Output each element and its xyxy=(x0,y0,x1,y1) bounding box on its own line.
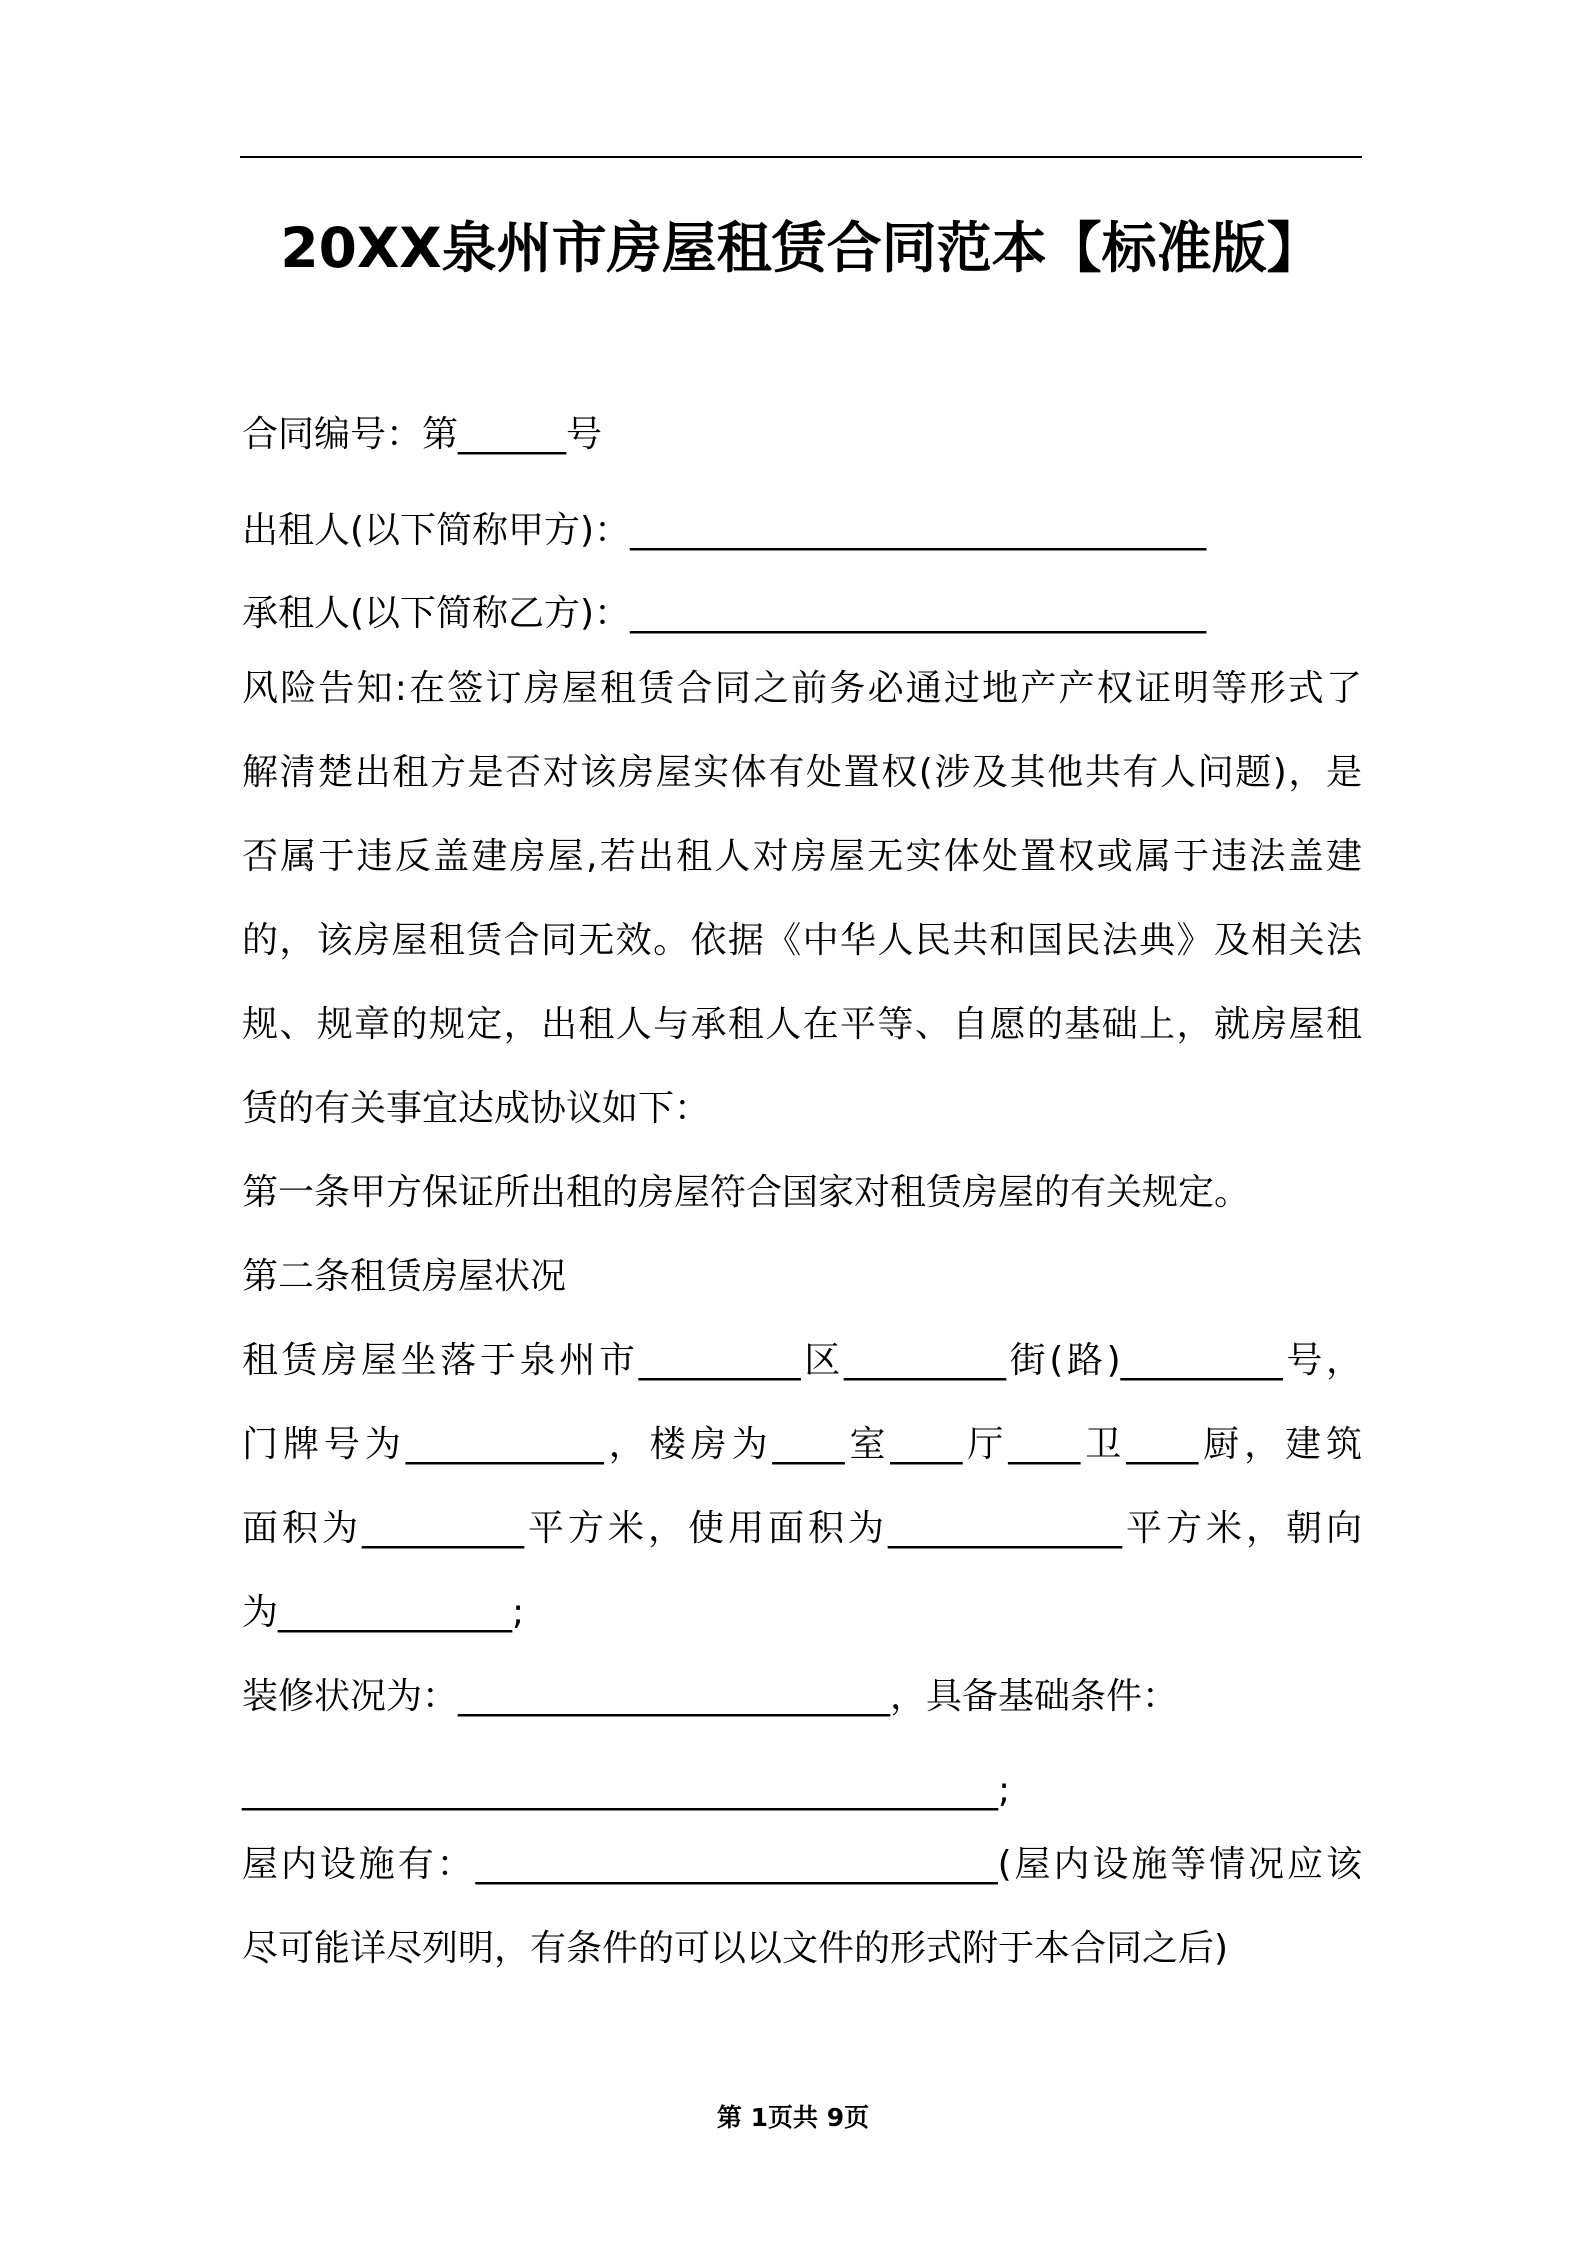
paragraph-line: 赁的有关事宜达成协议如下： xyxy=(242,1088,711,1129)
paragraph-line: 的，该房屋租赁合同无效。依据《中华人民共和国民法典》及相关法 xyxy=(242,920,1362,961)
lessor-line: 出租人(以下简称甲方)：________________________________ xyxy=(242,510,1207,551)
facilities-line: 屋内设施有：_____________________________(屋内设施等情况应该 xyxy=(242,1844,1362,1885)
document-title: 20XX泉州市房屋租赁合同范本【标准版】 xyxy=(280,216,1322,280)
paragraph-line: 规、规章的规定，出租人与承租人在平等、自愿的基础上，就房屋租 xyxy=(242,1004,1362,1045)
lessee-line: 承租人(以下简称乙方)：________________________________ xyxy=(242,593,1207,634)
conditions-line: __________________________________________; xyxy=(242,1770,1011,1811)
paragraph-line: 为_____________; xyxy=(242,1592,525,1633)
header-rule xyxy=(240,156,1362,158)
article-one: 第一条甲方保证所出租的房屋符合国家对租赁房屋的有关规定。 xyxy=(242,1172,1251,1213)
contract-number-line: 合同编号：第______号 xyxy=(242,414,603,455)
paragraph-line: 风险告知:在签订房屋租赁合同之前务必通过地产产权证明等形式了 xyxy=(242,668,1362,709)
decoration-line: 装修状况为：________________________，具备基础条件： xyxy=(242,1676,1179,1717)
paragraph-line: 解清楚出租方是否对该房屋实体有处置权(涉及其他共有人问题)，是 xyxy=(242,752,1362,793)
paragraph-line: 租赁房屋坐落于泉州市_________区_________街(路)_________号， xyxy=(242,1340,1362,1381)
paragraph-line: 门牌号为___________，楼房为____室____厅____卫____厨，建筑 xyxy=(242,1424,1362,1465)
paragraph-line: 否属于违反盖建房屋,若出租人对房屋无实体处置权或属于违法盖建 xyxy=(242,836,1362,877)
paragraph-line: 面积为_________平方米，使用面积为_____________平方米，朝向 xyxy=(242,1508,1362,1549)
page-footer: 第 1页共 9页 xyxy=(716,2103,870,2132)
article-two-heading: 第二条租赁房屋状况 xyxy=(242,1256,567,1297)
facilities-note-line: 尽可能详尽列明，有条件的可以以文件的形式附于本合同之后) xyxy=(242,1928,1229,1969)
